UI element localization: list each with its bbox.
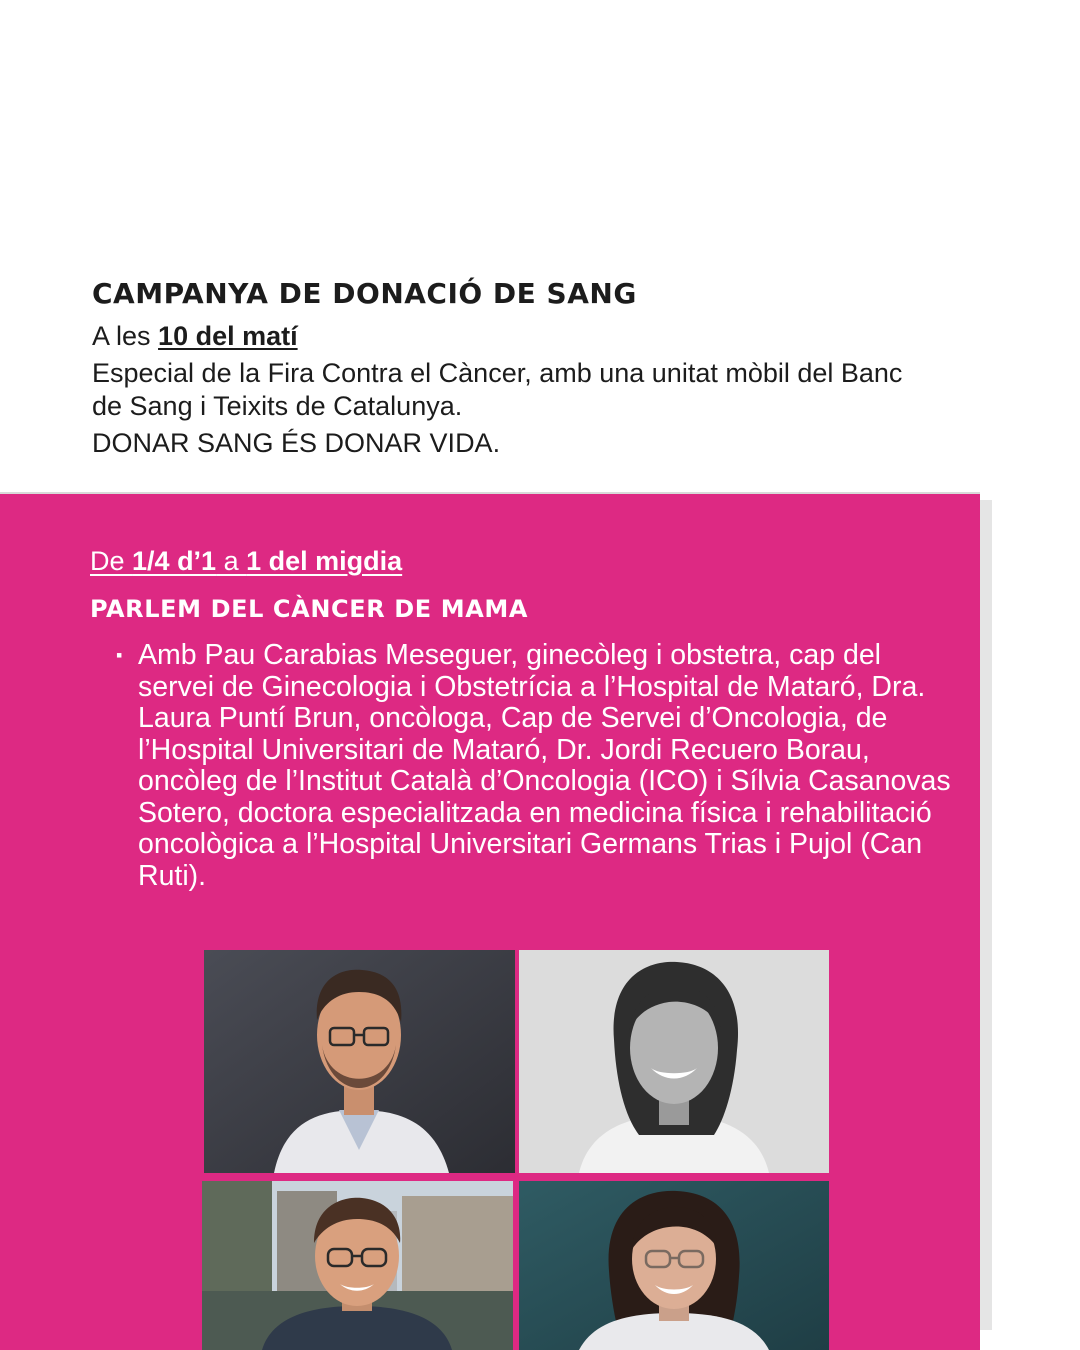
talk-time-start: 1/4 d’1: [132, 546, 217, 576]
speaker-photo-2: [519, 950, 829, 1173]
talk-time-de: De: [90, 546, 133, 576]
talk-time-range: [90, 544, 402, 578]
blood-donation-section: [92, 270, 992, 463]
breast-cancer-talk-panel: [0, 492, 980, 1350]
speakers-list-item: [116, 640, 956, 892]
campaign-time-value: 10 del matí: [158, 321, 298, 351]
talk-time-end: 1 del migdia: [246, 546, 403, 576]
campaign-time: [92, 318, 992, 354]
talk-time-a: a: [216, 546, 247, 576]
bullet-icon: ▪: [116, 645, 123, 665]
campaign-slogan: DONAR SANG ÉS DONAR VIDA.: [92, 428, 501, 458]
speakers-text: Amb Pau Carabias Meseguer, ginecòleg i obstetra, cap del servei de Ginecologia i Obstetrícia a l’Hospital de Mataró, Dra. Laura Puntí Brun, oncòloga, Cap de Servei d’Oncologia, de l’Hospital Universitari de Mataró, Dr. Jordi Recuero Borau, oncòleg de l’Institut Català d’Oncologia (ICO) i Sílvia Casanovas Sotero, doctora especialitzada en medicina física i rehabilitació oncològica a l’Hospital Universitari Germans Trias i Pujol (Can Ruti).: [138, 639, 951, 892]
speaker-photo-4: [519, 1181, 829, 1350]
campaign-title: CAMPANYA DE DONACIÓ DE SANG: [92, 277, 637, 310]
talk-title: PARLEM DEL CÀNCER DE MAMA: [90, 595, 529, 623]
campaign-description: Especial de la Fira Contra el Càncer, amb una unitat mòbil del Banc de Sang i Teixits de Catalunya.: [92, 358, 903, 421]
campaign-time-prefix: A les: [92, 321, 159, 351]
speaker-photo-1: [204, 950, 515, 1173]
divider: [0, 492, 980, 494]
speaker-photo-3: [202, 1181, 513, 1350]
